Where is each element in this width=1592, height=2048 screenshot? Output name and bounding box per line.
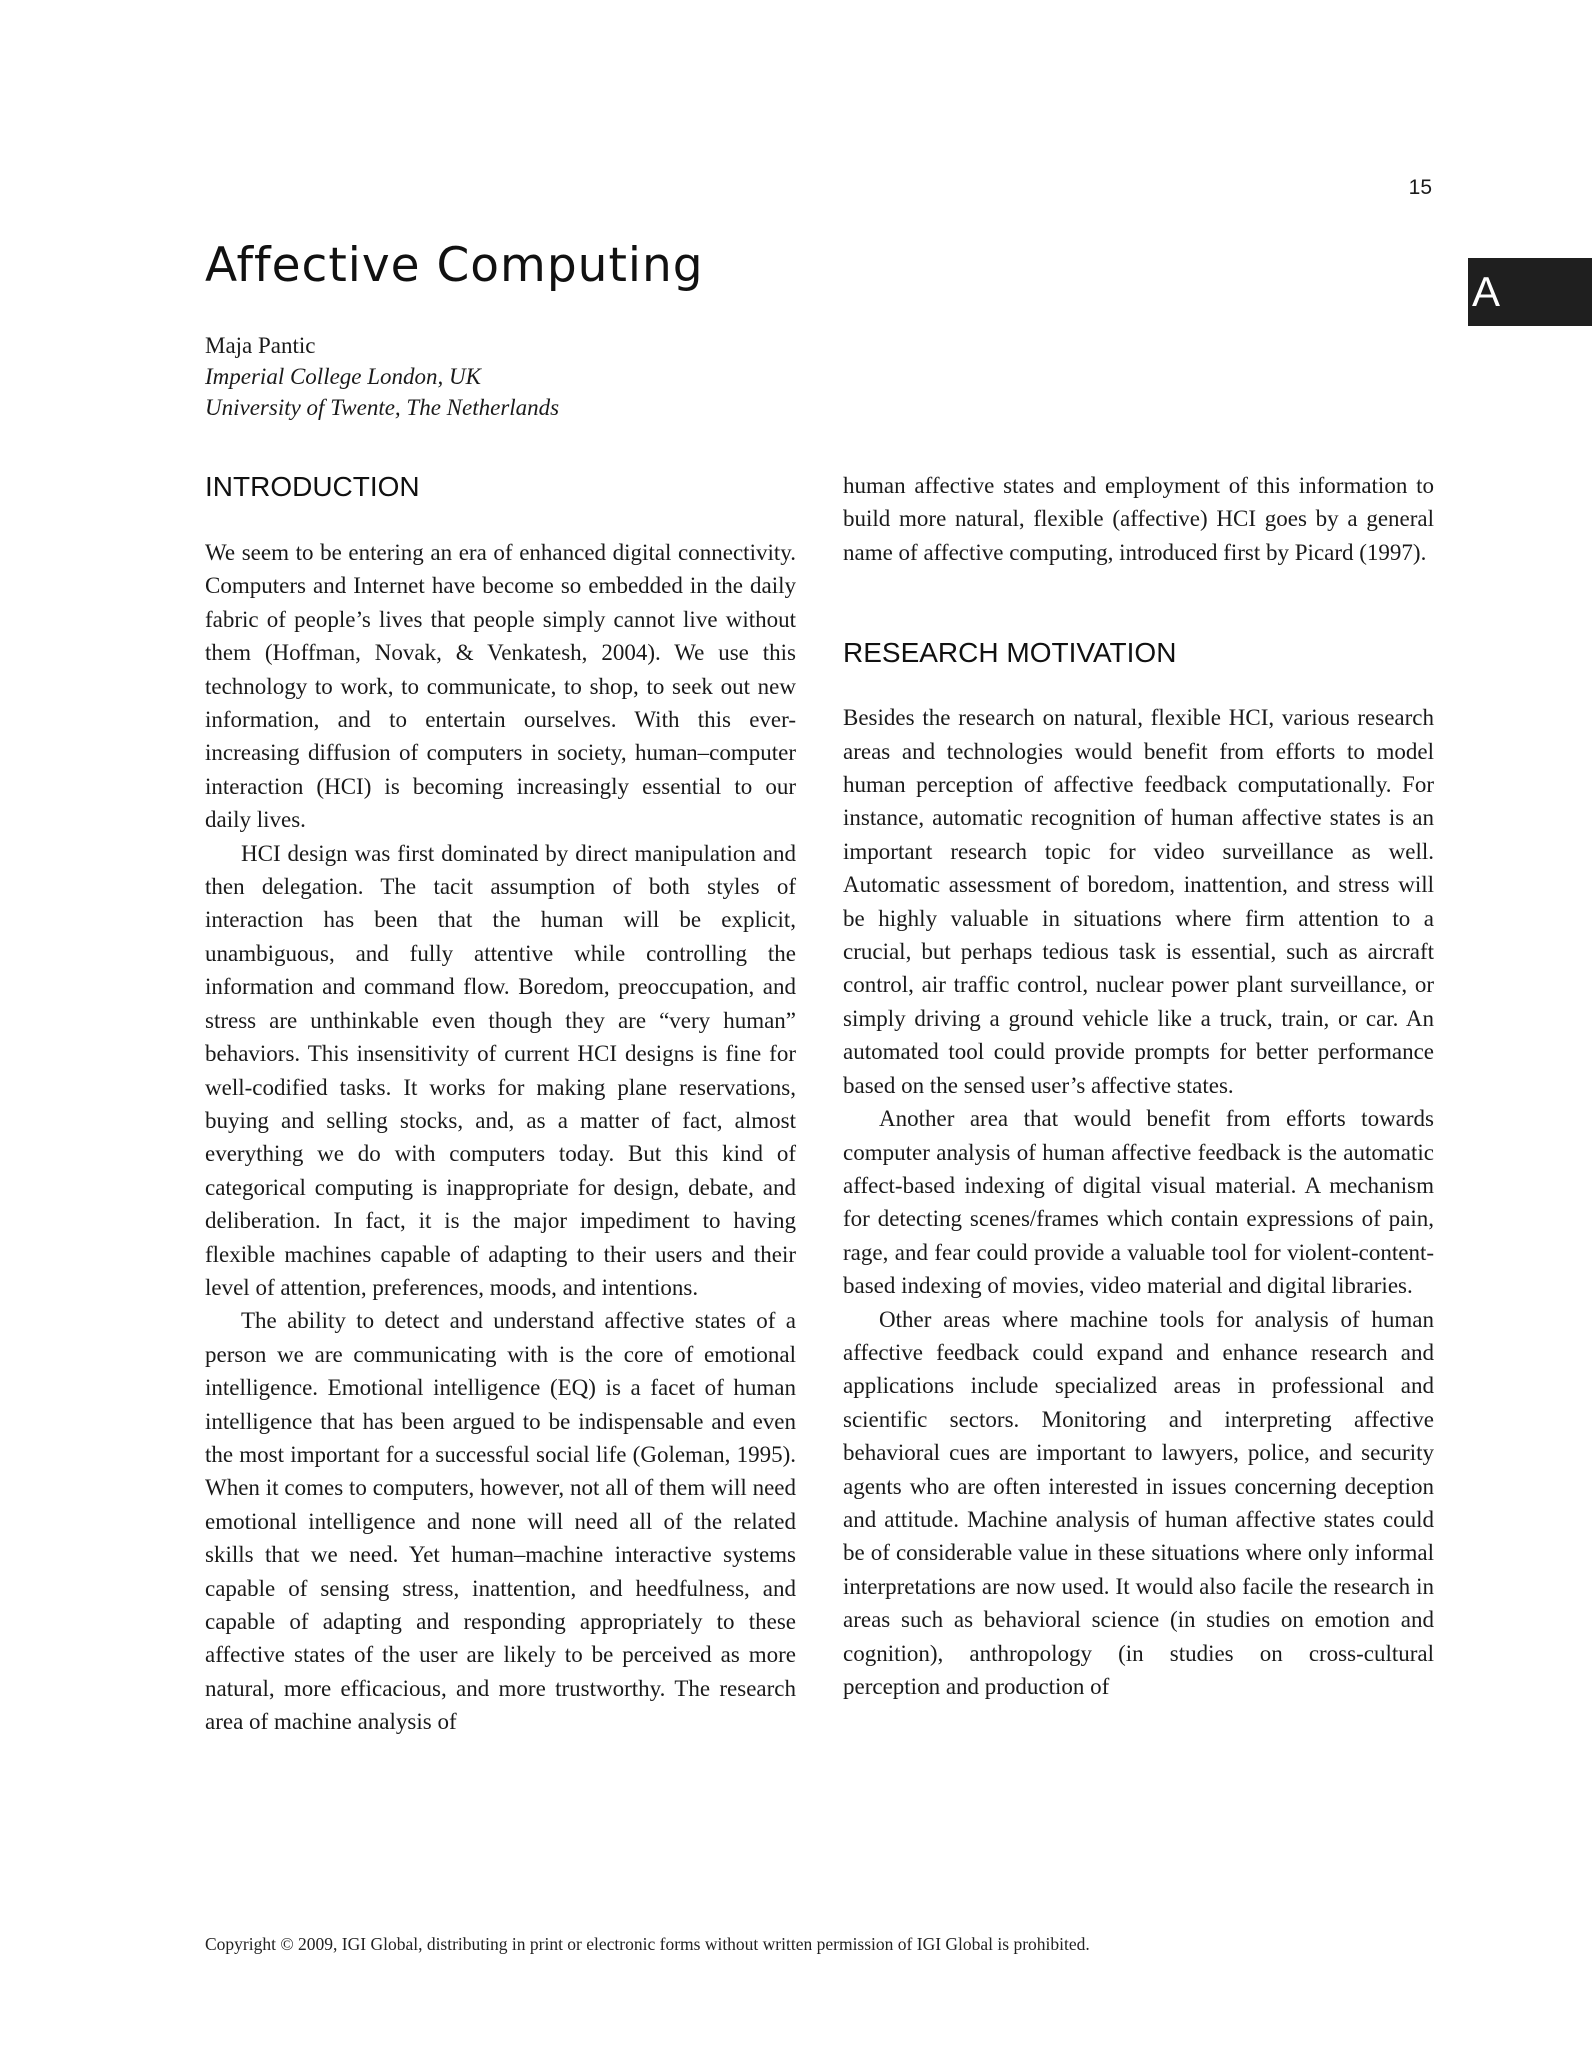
affiliation-2: University of Twente, The Netherlands: [205, 395, 560, 420]
author-block: [205, 330, 559, 423]
author-name: Maja Pantic: [205, 333, 316, 358]
right-column: [843, 469, 1434, 1703]
intro-paragraph-3: The ability to detect and understand affective states of a person we are communicating with is the core of emotional intelligence. Emotional intelligence (EQ) is a facet of human intelligence that has been argued to be indispensable and even the most important for a successful social life (Goleman, 1995). When it comes to computers, however, not all of them will need emotional intelligence and none will need all of the related skills that we need. Yet human–machine interactive systems capable of sensing stress, inattention, and heedfulness, and capable of adapting and responding appropriately to these affective states of the user are likely to be perceived as more natural, more efficacious, and more trustworthy. The research area of machine analysis of: [205, 1308, 796, 1735]
intro-paragraph-2: HCI design was first dominated by direct manipulation and then delegation. The tacit assumption of both styles of interaction has been that the human will be explicit, unambiguous, and fully attentive while controlling the information and command flow. Boredom, preoccupation, and stress are unthinkable even though they are “very human” behaviors. This insensitivity of current HCI designs is fine for well-codified tasks. It works for making plane reservations, buying and selling stocks, and, as a matter of fact, almost everything we do with computers today. But this kind of categorical computing is inappropriate for design, debate, and deliberation. In fact, it is the major impediment to having flexible machines capable of adapting to their users and their level of attention, preferences, moods, and intentions.: [205, 840, 796, 1300]
intro-paragraph-3-continued: human affective states and employment of this information to build more natural, flexible (affective) HCI goes by a general name of affective computing, introduced first by Picard (1997).: [843, 473, 1434, 565]
motivation-paragraph-1: Besides the research on natural, flexible HCI, various research areas and technologies would benefit from efforts to model human perception of affective feedback computationally. For instance, automatic recognition of human affective states is an important research topic for video surveillance as well. Automatic assessment of boredom, inattention, and stress will be highly valuable in situations where firm attention to a crucial, but perhaps tedious task is essential, such as aircraft control, air traffic control, nuclear power plant surveillance, or simply driving a ground vehicle like a truck, train, or car. An automated tool could provide prompts for better performance based on the sensed user’s affective states.: [843, 705, 1434, 1098]
section-thumb-tab: A: [1468, 258, 1592, 326]
article-title: Affective Computing: [205, 238, 704, 293]
research-motivation-heading: RESEARCH MOTIVATION: [843, 637, 1177, 669]
intro-paragraph-1: We seem to be entering an era of enhanced digital connectivity. Computers and Internet have become so embedded in the daily fabric of people’s lives that people simply cannot live without them (Hoffman, Novak, & Venkatesh, 2004). We use this technology to work, to communicate, to shop, to seek out new information, and to entertain ourselves. With this ever-increasing diffusion of computers in society, human–computer interaction (HCI) is becoming increasingly essential to our daily lives.: [205, 540, 796, 833]
copyright-footer: Copyright © 2009, IGI Global, distributing in print or electronic forms without written permission of IGI Global is prohibited.: [205, 1934, 1090, 1954]
motivation-paragraph-3: Other areas where machine tools for analysis of human affective feedback could expand and enhance research and applications include specialized areas in professional and scientific sectors. Monitoring and interpreting affective behavioral cues are important to lawyers, police, and security agents who are often interested in issues concerning deception and attitude. Machine analysis of human affective states could be of considerable value in these situations where only informal interpretations are now used. It would also facile the research in areas such as behavioral science (in studies on emotion and cognition), anthropology (in studies on cross-cultural perception and production of: [843, 1306, 1434, 1699]
page-number: 15: [1408, 176, 1432, 199]
introduction-heading: INTRODUCTION: [205, 471, 420, 502]
left-column: [205, 470, 796, 1739]
motivation-paragraph-2: Another area that would benefit from efforts towards computer analysis of human affective feedback is the automatic affect-based indexing of digital visual material. A mechanism for detecting scenes/frames which contain expressions of pain, rage, and fear could provide a valuable tool for violent-content-based indexing of movies, video material and digital libraries.: [843, 1106, 1434, 1299]
affiliation-1: Imperial College London, UK: [205, 364, 481, 389]
